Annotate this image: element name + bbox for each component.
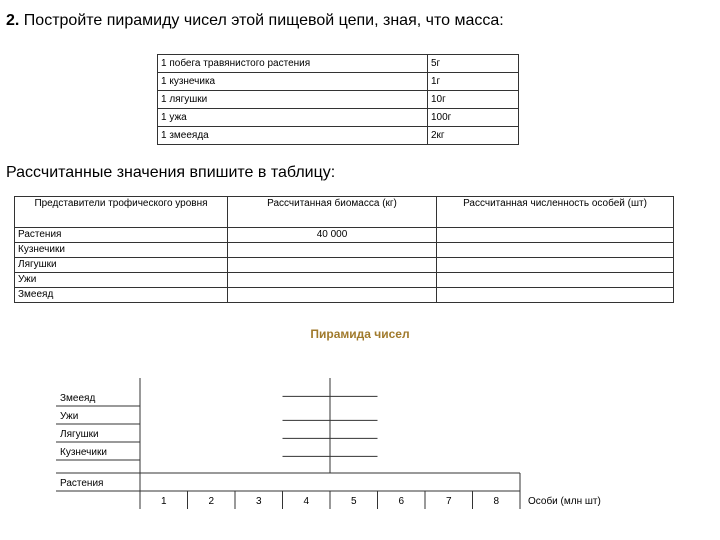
biomass-cell: 40 000 — [228, 228, 437, 243]
level-cell: Растения — [15, 228, 228, 243]
x-tick-label: 3 — [255, 496, 262, 507]
pyramid-level-label: Ужи — [60, 411, 79, 422]
calc-table-row — [15, 243, 674, 258]
mass-table-row — [158, 55, 519, 73]
x-tick-label: 4 — [303, 496, 310, 507]
calc-table-row — [15, 258, 674, 273]
mass-table — [157, 54, 519, 145]
pyramid-chart — [0, 360, 720, 520]
x-tick-label: 5 — [350, 496, 357, 507]
count-cell — [437, 258, 674, 273]
level-cell: Змееяд — [15, 288, 228, 303]
header-level: Представители трофического уровня — [15, 197, 228, 228]
count-cell — [437, 273, 674, 288]
mass-item: 1 кузнечика — [158, 73, 428, 91]
mass-value: 2кг — [428, 127, 519, 145]
calculation-table — [14, 196, 674, 303]
table-instruction: Рассчитанные значения впишите в таблицу: — [6, 164, 336, 181]
x-tick-label: 8 — [493, 496, 500, 507]
pyramid-level-label: Змееяд — [60, 393, 96, 404]
level-cell: Ужи — [15, 273, 228, 288]
level-cell: Кузнечики — [15, 243, 228, 258]
x-tick-label: 7 — [445, 496, 452, 507]
x-tick-label: 2 — [208, 496, 215, 507]
count-cell — [437, 243, 674, 258]
pyramid-level-label: Кузнечики — [60, 447, 107, 458]
pyramid-level-label: Растения — [60, 478, 104, 489]
mass-table-row — [158, 73, 519, 91]
count-cell — [437, 228, 674, 243]
count-cell — [437, 288, 674, 303]
x-tick-label: 6 — [398, 496, 405, 507]
mass-value: 1г — [428, 73, 519, 91]
mass-item: 1 ужа — [158, 109, 428, 127]
biomass-cell — [228, 273, 437, 288]
mass-value: 5г — [428, 55, 519, 73]
biomass-cell — [228, 243, 437, 258]
mass-item: 1 змееяда — [158, 127, 428, 145]
mass-table-row — [158, 109, 519, 127]
mass-value: 10г — [428, 91, 519, 109]
pyramid-level-label: Лягушки — [60, 429, 99, 440]
pyramid-title: Пирамида чисел — [310, 327, 410, 341]
x-axis-label: Особи (млн шт) — [528, 496, 601, 507]
biomass-cell — [228, 288, 437, 303]
task-statement — [6, 12, 504, 30]
task-text: Постройте пирамиду чисел этой пищевой цепи, зная, что масса: — [23, 12, 504, 29]
mass-table-row — [158, 127, 519, 145]
mass-item: 1 лягушки — [158, 91, 428, 109]
x-tick-label: 1 — [160, 496, 167, 507]
calc-table-row — [15, 288, 674, 303]
mass-table-row — [158, 91, 519, 109]
biomass-cell — [228, 258, 437, 273]
level-cell: Лягушки — [15, 258, 228, 273]
calc-table-row — [15, 228, 674, 243]
mass-item: 1 побега травянистого растения — [158, 55, 428, 73]
header-count: Рассчитанная численность особей (шт) — [437, 197, 674, 228]
calc-table-header — [15, 197, 674, 228]
task-number: 2. — [6, 12, 20, 29]
mass-value: 100г — [428, 109, 519, 127]
calc-table-row — [15, 273, 674, 288]
header-biomass: Рассчитанная биомасса (кг) — [228, 197, 437, 228]
